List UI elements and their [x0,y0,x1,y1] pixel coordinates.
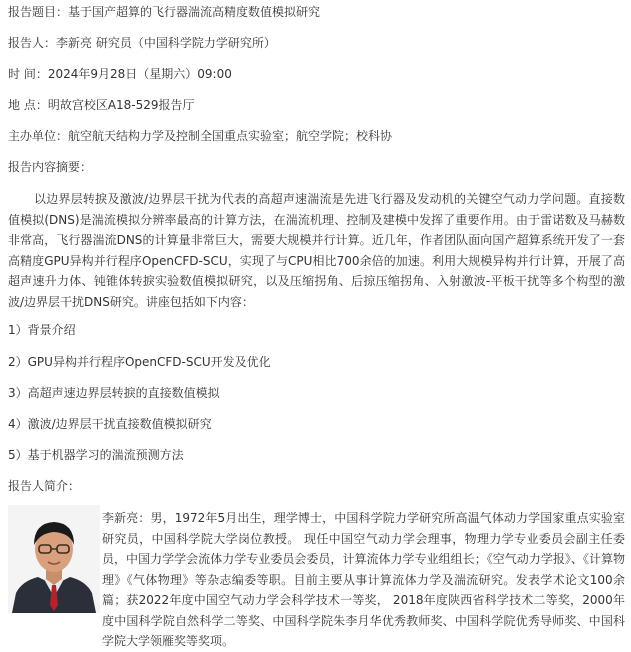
outline-item: 2）GPU异构并行程序OpenCFD-SCU开发及优化 [8,355,271,369]
speaker-bio: 李新亮：男，1972年5月出生，理学博士，中国科学院力学研究所高温气体动力学国家重点实验室研究员，中国科学院大学岗位教授。 现任中国空气动力学会理事，物理力学专业委员会副主任委员，中国力学学会流体力学专业委员会委员，计算流体力学专业组组长；《空气动力学报》、《计算物理》《气体物理》等杂志编委等职。目前主要从事计算流体力学及湍流研究。发表学术论文100余篇；获2022年度中国空气动力学会科学技术一等奖， 2018年度陕西省科学技术二等奖，2000年度中国科学院自然科学二等奖、中国科学院朱李月华优秀教师奖、中国科学院优秀导师奖、中国科学院大学领雁奖等奖项。 [102,511,625,648]
outline-item: 5）基于机器学习的湍流预测方法 [8,448,184,462]
abstract-heading: 报告内容摘要： [8,160,93,174]
speaker-photo [8,505,100,613]
report-time: 时 间：2024年9月28日（星期六）09:00 [8,67,232,81]
outline-item: 1）背景介绍 [8,323,76,337]
speaker-info: 报告人：李新亮 研究员（中国科学院力学研究所） [8,36,276,50]
bio-heading: 报告人简介： [8,479,81,493]
report-location: 地 点：明故宫校区A18-529报告厅 [8,98,195,112]
speaker-portrait-image [8,505,100,613]
outline-item: 3）高超声速边界层转捩的直接数值模拟 [8,386,220,400]
outline-item: 4）激波/边界层干扰直接数值模拟研究 [8,417,212,431]
abstract-paragraph: 以边界层转捩及激波/边界层干扰为代表的高超声速湍流是先进飞行器及发动机的关键空气动力学问题。直接数值模拟(DNS)是湍流模拟分辨率最高的计算方法，在湍流机理、控制及建模中发挥了重要作用。由于雷诺数及马赫数非常高，飞行器湍流DNS的计算量非常巨大，需要大规模并行计算。近几年，作者团队面向国产超算系统开发了一套高精度GPU异构并行程序OpenCFD-SCU，实现了与CPU相比700余倍的加速。利用大规模异构并行计算，开展了高超声速升力体、钝锥体转捩实验数值模拟研究，以及压缩拐角、后掠压缩拐角、入射激波-平板干扰等多个构型的激波/边界层干扰DNS研究。讲座包括如下内容： [8,192,625,309]
report-title: 报告题目：基于国产超算的飞行器湍流高精度数值模拟研究 [8,5,321,19]
organizers: 主办单位：航空航天结构力学及控制全国重点实验室；航空学院；校科协 [8,129,393,143]
